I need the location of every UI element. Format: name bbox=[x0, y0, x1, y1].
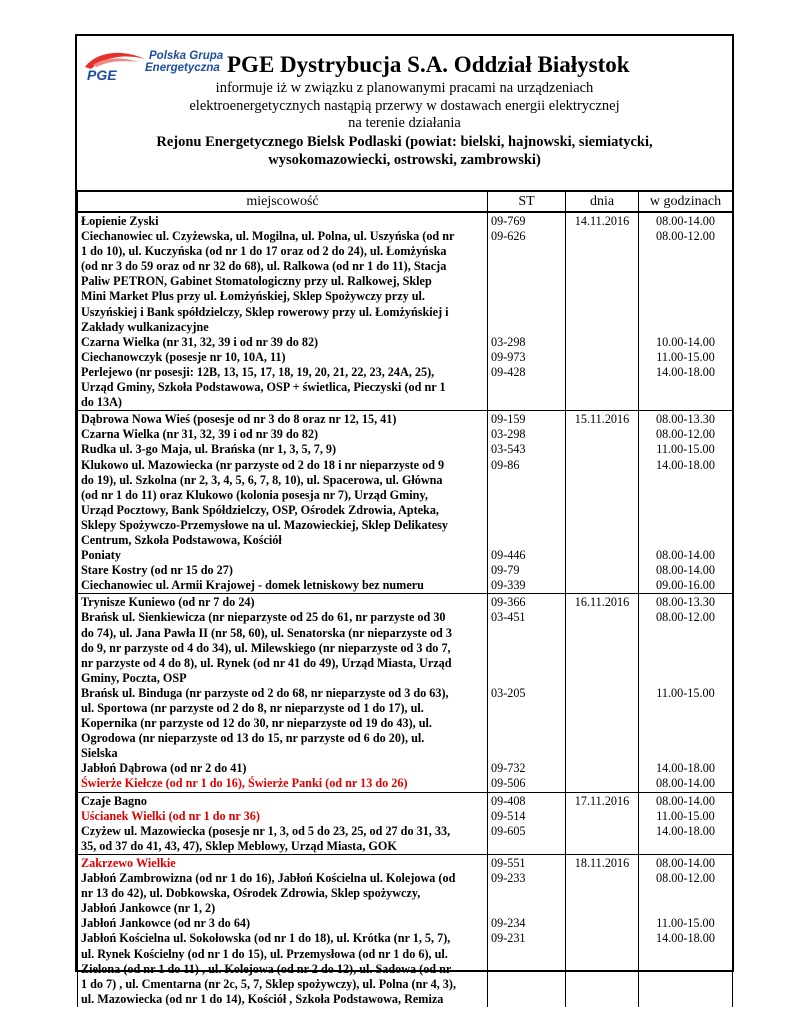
table-header-row bbox=[78, 192, 733, 213]
place-line: Urząd Gminy, Szkoła Podstawowa, OSP + świetlica, Pieczyski (od nr 1 bbox=[81, 380, 446, 395]
station-code: 03-543 bbox=[491, 442, 526, 457]
place-line: 1 do 7) , ul. Cmentarna (nr 2c, 5, 7, Sklep spożywczy), ul. Polna (nr 4, 3), bbox=[81, 976, 456, 991]
place-line: (od nr 1 do 11) oraz Klukowo (kolonia posesja nr 7), Urząd Gminy, bbox=[81, 487, 428, 502]
station-code: 09-339 bbox=[491, 578, 526, 593]
outage-hours: 14.00-18.00 bbox=[656, 364, 715, 379]
spacer bbox=[642, 901, 729, 916]
outage-hours: 11.00-15.00 bbox=[656, 442, 715, 457]
outage-hours: 11.00-15.00 bbox=[656, 685, 715, 700]
intro-text bbox=[77, 80, 732, 133]
station-code: 09-234 bbox=[491, 916, 526, 931]
place-line: Łopienie Zyski bbox=[81, 214, 159, 228]
spacer bbox=[491, 992, 562, 1007]
region-line: Rejonu Energetycznego Bielsk Podlaski (powiat: bielski, hajnowski, siemiatycki, bbox=[156, 134, 653, 150]
place-line: Stare Kostry (od nr 15 do 27) bbox=[81, 563, 233, 578]
places-cell bbox=[78, 792, 488, 854]
outage-date: 18.11.2016 bbox=[574, 855, 630, 870]
place-line: nr parzyste od 4 do 8), ul. Rynek (od nr 41 do 49), Urząd Miasta, Urząd bbox=[81, 655, 452, 670]
station-code: 03-205 bbox=[491, 685, 526, 700]
place-line: Jabłoń Jankowce (nr 1, 2) bbox=[81, 901, 216, 916]
place-line: do 13A) bbox=[81, 395, 122, 410]
spacer bbox=[491, 305, 562, 320]
place-line: Świerże Kiełcze (od nr 1 do 16), Świerże Panki (od nr 13 do 26) bbox=[81, 776, 408, 791]
station-code: 09-973 bbox=[491, 349, 526, 364]
spacer bbox=[642, 320, 729, 335]
place-line: ul. Sportowa (nr parzyste od 2 do 8, nr nieparzyste od 1 do 17), ul. bbox=[81, 701, 424, 715]
place-line: Jabłoń Kościelna ul. Sokołowska (od nr 1 do 18), ul. Krótka (nr 1, 5, 7), bbox=[81, 931, 451, 946]
spacer bbox=[642, 380, 729, 395]
outage-hours: 08.00-14.00 bbox=[656, 548, 715, 563]
spacer bbox=[642, 977, 729, 992]
spacer bbox=[491, 274, 562, 289]
place-line: nr 13 do 42), ul. Dobkowska, Ośrodek Zdrowia, Sklep spożywczy, bbox=[81, 886, 421, 901]
spacer bbox=[642, 839, 729, 854]
station-code: 09-551 bbox=[491, 855, 526, 870]
places-cell bbox=[78, 411, 488, 594]
place-line: do 74), ul. Jana Pawła II (nr 58, 60), ul. Senatorska (nr nieparzyste od 3 bbox=[81, 625, 452, 640]
table-row bbox=[78, 594, 733, 792]
place-line: Kopernika (nr parzyste od 12 do 30, nr nieparzyste od 19 do 43), ul. bbox=[81, 716, 432, 731]
station-code: 09-231 bbox=[491, 931, 526, 946]
place-line: Ciechanowiec ul. Armii Krajowej - domek letniskowy bez numeru bbox=[81, 578, 424, 593]
station-code: 09-514 bbox=[491, 808, 526, 823]
place-line: Ciechanowiec ul. Czyżewska, ul. Mogilna, ul. Polna, ul. Uszyńska (od nr bbox=[81, 229, 455, 244]
spacer bbox=[491, 473, 562, 488]
place-line: ul. Rynek Kościelny (od nr 1 do 15), ul. Przemysłowa (od nr 1 do 6), ul. bbox=[81, 946, 448, 961]
place-line: Trynisze Kuniewo (od nr 7 do 24) bbox=[81, 595, 255, 610]
place-line: Gminy, Poczta, OSP bbox=[81, 670, 187, 685]
station-code: 03-298 bbox=[491, 334, 526, 349]
place-line: Sielska bbox=[81, 746, 118, 761]
spacer bbox=[491, 656, 562, 671]
place-line: Mini Market Plus przy ul. Łomżyńskiej, Sklep Spożywczy przy ul. bbox=[81, 289, 425, 304]
spacer bbox=[642, 641, 729, 656]
outage-hours: 11.00-15.00 bbox=[656, 808, 715, 823]
hours-cell bbox=[639, 792, 733, 854]
region-line: wysokomazowiecki, ostrowski, zambrowski) bbox=[268, 151, 541, 168]
column-header-hours: w godzinach bbox=[639, 192, 733, 213]
place-line: Zakłady wulkanizacyjne bbox=[81, 319, 209, 334]
station-code: 09-446 bbox=[491, 548, 526, 563]
spacer bbox=[642, 289, 729, 304]
spacer bbox=[491, 947, 562, 962]
spacer bbox=[491, 962, 562, 977]
place-line: Sklepy Spożywczo-Przemysłowe na ul. Mazowieckiej, Sklep Delikatesy bbox=[81, 517, 448, 532]
date-cell bbox=[566, 792, 639, 854]
spacer bbox=[642, 488, 729, 503]
outage-hours: 08.00-12.00 bbox=[656, 871, 715, 886]
spacer bbox=[491, 701, 562, 716]
spacer bbox=[491, 395, 562, 410]
hours-cell bbox=[639, 594, 733, 792]
date-cell bbox=[566, 594, 639, 792]
places-cell bbox=[78, 594, 488, 792]
spacer bbox=[642, 656, 729, 671]
place-line: Jabłoń Jankowce (od nr 3 do 64) bbox=[81, 916, 251, 931]
spacer bbox=[491, 671, 562, 686]
outage-hours: 14.00-18.00 bbox=[656, 761, 715, 776]
spacer bbox=[491, 746, 562, 761]
outage-hours: 14.00-18.00 bbox=[656, 823, 715, 838]
spacer bbox=[491, 731, 562, 746]
outage-date: 16.11.2016 bbox=[574, 595, 630, 610]
place-line: ul. Mazowiecka (od nr 1 do 14), Kościół , Szkoła Podstawowa, Remiza bbox=[81, 991, 444, 1006]
station-code: 09-408 bbox=[491, 793, 526, 808]
spacer bbox=[491, 380, 562, 395]
st-cell bbox=[488, 792, 566, 854]
spacer bbox=[642, 962, 729, 977]
place-line: Brańsk ul. Binduga (nr parzyste od 2 do 68, nr nieparzyste od 3 do 63), bbox=[81, 685, 449, 700]
date-cell bbox=[566, 854, 639, 1006]
station-code: 03-298 bbox=[491, 427, 526, 442]
logo-line-1: Polska Grupa bbox=[149, 50, 224, 62]
date-cell bbox=[566, 411, 639, 594]
spacer bbox=[491, 518, 562, 533]
spacer bbox=[642, 947, 729, 962]
place-line: 1 do 10), ul. Kuczyńska (od nr 1 do 17 oraz od 2 do 24), ul. Łomżyńska bbox=[81, 244, 447, 259]
table-row bbox=[78, 792, 733, 854]
spacer bbox=[642, 395, 729, 410]
spacer bbox=[491, 901, 562, 916]
spacer bbox=[642, 473, 729, 488]
place-line: Poniaty bbox=[81, 548, 121, 563]
outage-hours: 08.00-12.00 bbox=[656, 427, 715, 442]
spacer bbox=[642, 259, 729, 274]
spacer bbox=[642, 671, 729, 686]
spacer bbox=[642, 274, 729, 289]
station-code: 09-159 bbox=[491, 412, 526, 427]
st-cell bbox=[488, 594, 566, 792]
places-cell bbox=[78, 212, 488, 411]
station-code: 09-233 bbox=[491, 871, 526, 886]
hours-cell bbox=[639, 411, 733, 594]
place-line: Czarna Wielka (nr 31, 32, 39 i od nr 39 do 82) bbox=[81, 334, 319, 349]
station-code: 09-79 bbox=[491, 563, 520, 578]
station-code: 09-86 bbox=[491, 457, 520, 472]
st-cell bbox=[488, 212, 566, 411]
place-line: Rudka ul. 3-go Maja, ul. Brańska (nr 1, 3, 5, 7, 9) bbox=[81, 442, 337, 457]
station-code: 09-605 bbox=[491, 823, 526, 838]
place-line: do 19), ul. Szkolna (nr 2, 3, 4, 5, 6, 7, 8, 10), ul. Spacerowa, ul. Główna bbox=[81, 472, 443, 487]
outage-table bbox=[77, 191, 733, 1007]
station-code: 09-626 bbox=[491, 229, 526, 244]
place-line: 35, od 37 do 41, 43, 47), Sklep Meblowy, Urząd Miasta, GOK bbox=[81, 838, 397, 853]
notice-frame bbox=[75, 34, 734, 1006]
place-line: (od nr 3 do 59 oraz od nr 32 do 68), ul. Ralkowa (od nr 1 do 11), Stacja bbox=[81, 259, 447, 274]
intro-line: informuje iż w związku z planowanymi pracami na urządzeniach bbox=[215, 80, 594, 96]
place-line: Ogrodowa (nr nieparzyste od 13 do 15, nr parzyste od 6 do 20), ul. bbox=[81, 731, 425, 746]
place-line: Zielona (od nr 1 do 11) , ul. Kolejowa (od nr 2 do 12), ul. Sadowa (od nr bbox=[81, 961, 452, 976]
spacer bbox=[642, 244, 729, 259]
outage-hours: 08.00-13.30 bbox=[656, 412, 715, 427]
outage-hours: 08.00-14.00 bbox=[656, 855, 715, 870]
outage-hours: 11.00-15.00 bbox=[656, 349, 715, 364]
outage-date: 17.11.2016 bbox=[574, 793, 630, 808]
outage-date: 14.11.2016 bbox=[574, 214, 630, 228]
spacer bbox=[491, 641, 562, 656]
place-line: Ciechanowczyk (posesje nr 10, 10A, 11) bbox=[81, 349, 286, 364]
places-cell bbox=[78, 854, 488, 1006]
spacer bbox=[491, 488, 562, 503]
spacer bbox=[491, 244, 562, 259]
spacer bbox=[491, 977, 562, 992]
spacer bbox=[642, 886, 729, 901]
place-line: Brańsk ul. Sienkiewicza (nr nieparzyste od 25 do 61, nr parzyste od 30 bbox=[81, 610, 446, 625]
date-cell bbox=[566, 212, 639, 411]
spacer bbox=[642, 716, 729, 731]
station-code: 09-506 bbox=[491, 776, 526, 791]
table-row bbox=[78, 212, 733, 411]
station-code: 09-366 bbox=[491, 595, 526, 610]
logo-line-2: Energetyczna bbox=[145, 62, 220, 74]
station-code: 09-732 bbox=[491, 761, 526, 776]
outage-hours: 08.00-12.00 bbox=[656, 229, 715, 244]
spacer bbox=[491, 886, 562, 901]
pge-logo-mark: PGE bbox=[87, 67, 117, 83]
place-line: Czaje Bagno bbox=[81, 793, 148, 808]
spacer bbox=[491, 320, 562, 335]
station-code: 09-428 bbox=[491, 364, 526, 379]
column-header-date: dnia bbox=[566, 192, 639, 213]
spacer bbox=[491, 626, 562, 641]
place-line: Zakrzewo Wielkie bbox=[81, 855, 176, 870]
outage-hours: 08.00-13.30 bbox=[656, 595, 715, 610]
spacer bbox=[642, 731, 729, 746]
spacer bbox=[642, 992, 729, 1007]
spacer bbox=[491, 716, 562, 731]
st-cell bbox=[488, 411, 566, 594]
place-line: Czyżew ul. Mazowiecka (posesje nr 1, 3, od 5 do 23, 25, od 27 do 31, 33, bbox=[81, 823, 451, 838]
outage-hours: 08.00-14.00 bbox=[656, 793, 715, 808]
spacer bbox=[642, 746, 729, 761]
spacer bbox=[491, 533, 562, 548]
spacer bbox=[642, 305, 729, 320]
place-line: Klukowo ul. Mazowiecka (nr parzyste od 2 do 18 i nr nieparzyste od 9 bbox=[81, 457, 445, 472]
place-line: Dąbrowa Nowa Wieś (posesje od nr 3 do 8 oraz nr 12, 15, 41) bbox=[81, 412, 397, 427]
place-line: Uszyńskiej i Bank spółdzielczy, Sklep rowerowy przy ul. Łomżyńskiej i bbox=[81, 304, 449, 319]
st-cell bbox=[488, 854, 566, 1006]
hours-cell bbox=[639, 212, 733, 411]
column-header-st: ST bbox=[488, 192, 566, 213]
outage-hours: 14.00-18.00 bbox=[656, 457, 715, 472]
hours-cell bbox=[639, 854, 733, 1006]
place-line: Jabłoń Zambrowizna (od nr 1 do 16), Jabłoń Kościelna ul. Kolejowa (od bbox=[81, 871, 456, 886]
spacer bbox=[491, 839, 562, 854]
spacer bbox=[642, 626, 729, 641]
spacer bbox=[491, 259, 562, 274]
outage-hours: 08.00-12.00 bbox=[656, 610, 715, 625]
column-header-place: miejscowość bbox=[78, 192, 488, 213]
outage-hours: 14.00-18.00 bbox=[656, 931, 715, 946]
notice-header bbox=[77, 36, 732, 191]
intro-line: na terenie działania bbox=[348, 115, 461, 131]
outage-hours: 08.00-14.00 bbox=[656, 776, 715, 791]
table-body bbox=[78, 212, 733, 1007]
place-line: Centrum, Szkoła Podstawowa, Kościół bbox=[81, 532, 282, 547]
outage-hours: 09.00-16.00 bbox=[656, 578, 715, 593]
table-row bbox=[78, 411, 733, 594]
page-title: PGE Dystrybucja S.A. Oddział Białystok bbox=[227, 52, 630, 77]
intro-line: elektroenergetycznych nastąpią przerwy w dostawach energii elektrycznej bbox=[189, 97, 620, 114]
spacer bbox=[642, 518, 729, 533]
place-line: Urząd Pocztowy, Bank Spółdzielczy, OSP, Ośrodek Zdrowia, Apteka, bbox=[81, 502, 439, 517]
spacer bbox=[642, 503, 729, 518]
place-line: Jabłoń Dąbrowa (od nr 2 do 41) bbox=[81, 761, 247, 776]
outage-date: 15.11.2016 bbox=[574, 412, 630, 427]
spacer bbox=[642, 533, 729, 548]
region-heading bbox=[77, 134, 732, 169]
spacer bbox=[491, 289, 562, 304]
spacer bbox=[642, 701, 729, 716]
outage-hours: 08.00-14.00 bbox=[656, 563, 715, 578]
place-line: do 9, nr parzyste od 4 do 34), ul. Milewskiego (nr nieparzyste od 3 do 7, bbox=[81, 640, 451, 655]
table-row bbox=[78, 854, 733, 1006]
outage-hours: 10.00-14.00 bbox=[656, 334, 715, 349]
spacer bbox=[491, 503, 562, 518]
station-code: 03-451 bbox=[491, 610, 526, 625]
place-line: Paliw PETRON, Gabinet Stomatologiczny przy ul. Ralkowej, Sklep bbox=[81, 274, 432, 289]
outage-hours: 11.00-15.00 bbox=[656, 916, 715, 931]
place-line: Perlejewo (nr posesji: 12B, 13, 15, 17, 18, 19, 20, 21, 22, 23, 24A, 25), bbox=[81, 364, 435, 379]
place-line: Czarna Wielka (nr 31, 32, 39 i od nr 39 do 82) bbox=[81, 427, 319, 442]
outage-hours: 08.00-14.00 bbox=[656, 214, 715, 228]
place-line: Uścianek Wielki (od nr 1 do nr 36) bbox=[81, 808, 260, 823]
station-code: 09-769 bbox=[491, 214, 526, 228]
